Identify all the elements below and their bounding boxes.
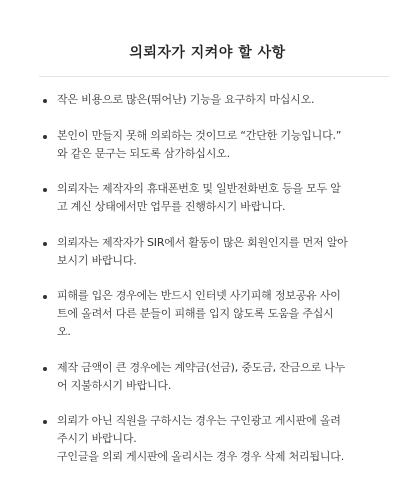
- rule-text-line: 트에 올려서 다른 분들이 피해를 입지 않도록 도움을 주십시: [57, 307, 334, 320]
- rule-item: [0, 359, 415, 395]
- rule-text-line: 오.: [57, 325, 71, 338]
- rule-text-line: 본인이 만들지 못해 의뢰하는 것이므로 “간단한 기능입니다.”: [57, 128, 342, 142]
- rule-text-line: 보시기 바랍니다.: [57, 253, 137, 267]
- bullet-icon: [43, 367, 47, 371]
- rule-text-line: 제작 금액이 큰 경우에는 계약금(선금), 중도금, 잔금으로 나누: [57, 360, 346, 374]
- bullet-icon: [43, 99, 47, 103]
- rule-text-line: 어 지불하시기 바랍니다.: [57, 378, 172, 392]
- rule-item: [0, 234, 415, 270]
- bullet-icon: [43, 295, 47, 299]
- rule-item: [0, 180, 415, 216]
- bullet-icon: [43, 242, 47, 246]
- bullet-icon: [43, 135, 47, 139]
- bullet-icon: [43, 188, 47, 192]
- rule-text-line: 와 같은 문구는 되도록 삼가하십시오.: [57, 146, 230, 160]
- rule-list: [0, 91, 415, 484]
- title-divider: [39, 76, 389, 77]
- bullet-icon: [43, 420, 47, 424]
- rule-text-line: 의뢰자는 제작자가 SIR에서 활동이 많은 회원인지를 먼저 알아: [57, 235, 348, 249]
- rule-text-line: 의뢰가 아닌 직원을 구하시는 경우는 구인광고 게시판에 올려: [57, 414, 341, 427]
- rule-text-line: 피해를 입은 경우에는 반드시 인터넷 사기피해 정보공유 사이: [57, 289, 341, 302]
- rule-item: [0, 91, 415, 109]
- rule-text-line: 주시기 바랍니다.: [57, 432, 137, 445]
- rule-text-line: 의뢰자는 제작자의 휴대폰번호 및 일반전화번호 등을 모두 알: [57, 182, 341, 195]
- rule-item: [0, 127, 415, 163]
- rule-text-line: 고 계신 상태에서만 업무를 진행하시기 바랍니다.: [57, 200, 286, 213]
- rule-text-line: 구인글을 의뢰 게시판에 올리시는 경우 경우 삭제 처리됩니다.: [57, 450, 345, 463]
- rule-item: [0, 287, 415, 341]
- rule-text-line: 작은 비용으로 많은(뛰어난) 기능을 요구하지 마십시오.: [57, 93, 315, 106]
- notice-title: 의뢰자가 지켜야 할 사항: [129, 45, 286, 61]
